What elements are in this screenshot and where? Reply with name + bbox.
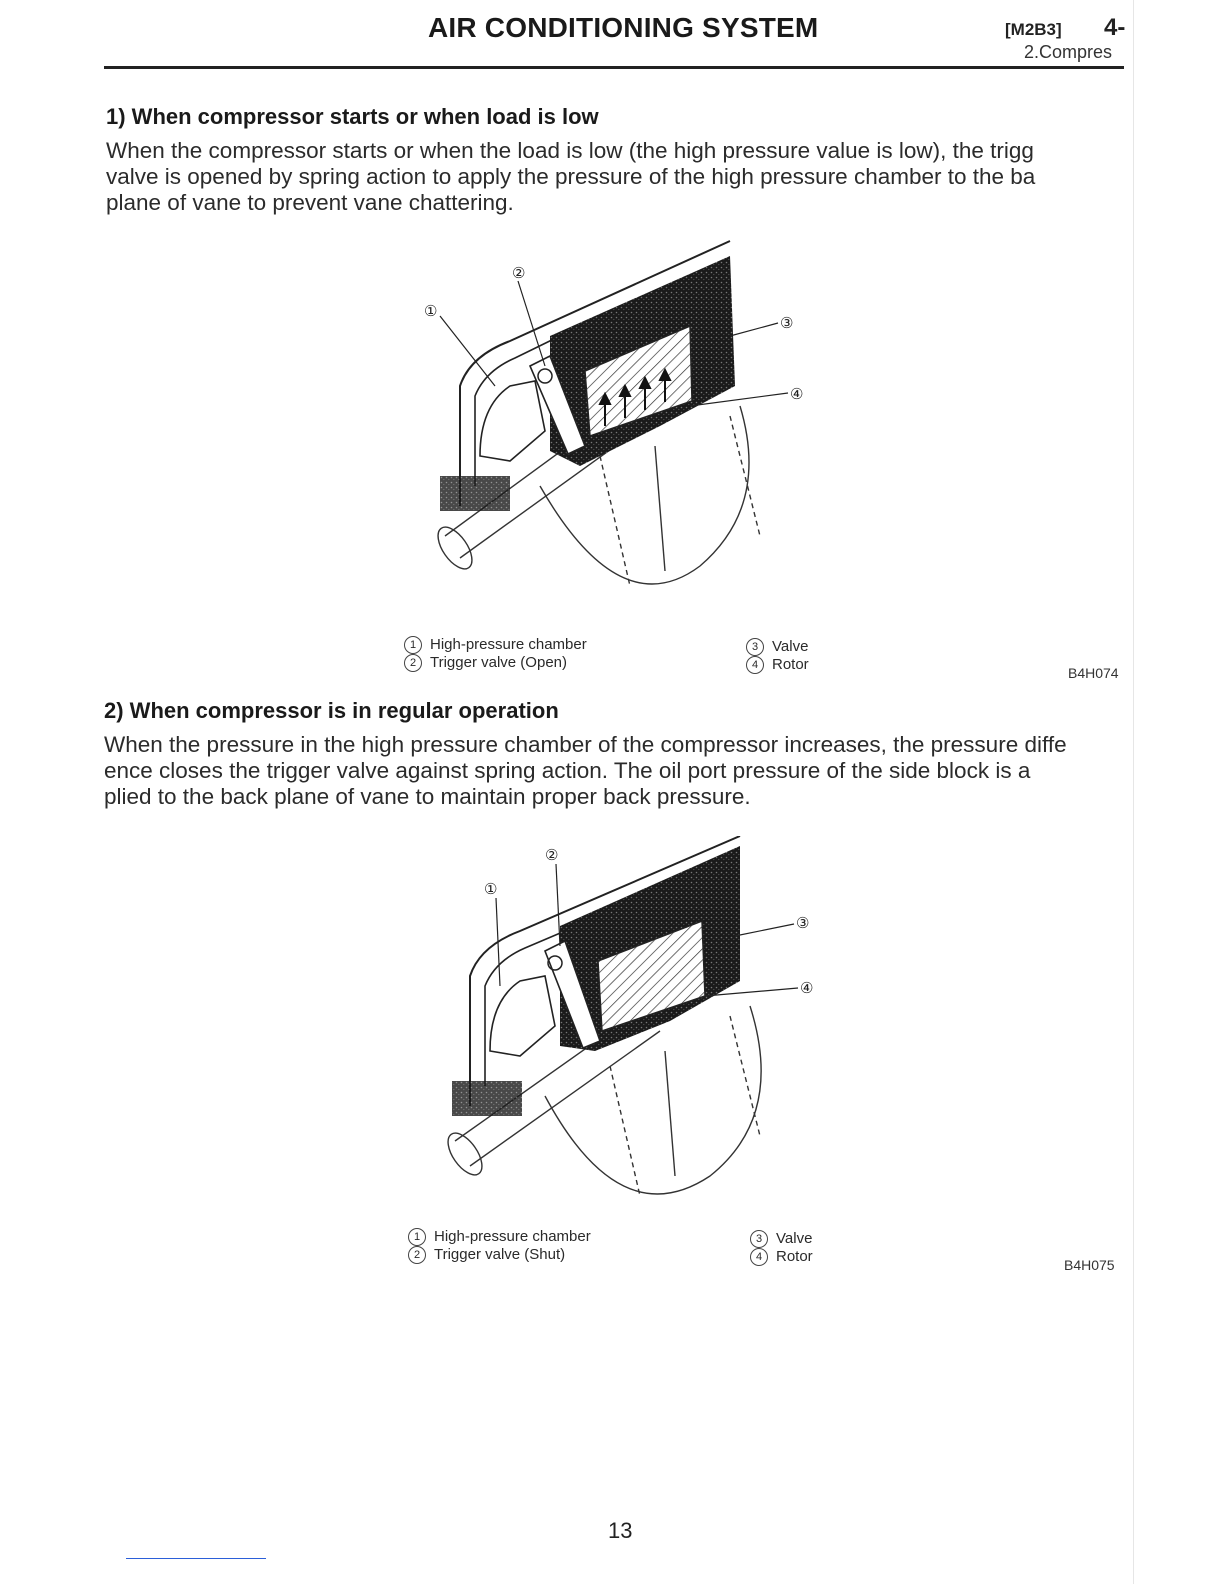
section-2-line-1: When the pressure in the high pressure chamber of the compressor increases, the pressure diffe (104, 732, 1067, 757)
callout-3: ③ (796, 915, 810, 932)
legend-1-col-1 (404, 636, 587, 672)
legend-number: 2 (404, 654, 422, 672)
callout-4: ④ (800, 980, 814, 997)
callout-1: ① (484, 881, 498, 898)
section-1-title: 1) When compressor starts or when load is low (106, 104, 599, 129)
section-2-line-2: ence closes the trigger valve against spring action. The oil port pressure of the side block is a (104, 758, 1031, 783)
legend-label: Valve (776, 1230, 813, 1247)
section-1-body (106, 138, 1035, 216)
callout-2: ② (512, 265, 526, 282)
page-number: 13 (608, 1518, 633, 1543)
page-edge (1133, 0, 1134, 1584)
legend-number: 1 (408, 1228, 426, 1246)
callout-3: ③ (780, 315, 794, 332)
callout-4: ④ (790, 386, 804, 403)
compressor-diagram-shut (430, 836, 830, 1196)
legend-item (746, 638, 809, 656)
legend-label: Trigger valve (Open) (430, 654, 567, 672)
legend-item (750, 1230, 813, 1248)
legend-number: 4 (746, 656, 764, 674)
section-2-line-3: plied to the back plane of vane to maintain proper back pressure. (104, 784, 751, 809)
legend-item (408, 1246, 591, 1264)
section-1-line-3: plane of vane to prevent vane chattering. (106, 190, 514, 215)
legend-2-col-1 (408, 1228, 591, 1264)
legend-label: Rotor (776, 1248, 813, 1266)
legend-item (746, 656, 809, 674)
legend-number: 3 (750, 1230, 768, 1248)
legend-2-col-2 (750, 1230, 813, 1266)
figure-code-2: B4H075 (1064, 1257, 1115, 1273)
legend-number: 2 (408, 1246, 426, 1264)
header-rule (104, 66, 1124, 69)
callout-1: ① (424, 303, 438, 320)
legend-item (750, 1248, 813, 1266)
page-title: AIR CONDITIONING SYSTEM (428, 12, 819, 43)
section-code: [M2B3] (1005, 20, 1062, 39)
legend-number: 3 (746, 638, 764, 656)
legend-number: 1 (404, 636, 422, 654)
section-1-line-1: When the compressor starts or when the load is low (the high pressure value is low), the trigg (106, 138, 1034, 163)
footer-rule (126, 1558, 266, 1559)
figure-code-1: B4H074 (1068, 665, 1119, 681)
section-2-body (104, 732, 1067, 810)
legend-label: Rotor (772, 656, 809, 674)
legend-label: High-pressure chamber (430, 636, 587, 653)
legend-1-col-2 (746, 638, 809, 674)
subsection-label: 2.Compres (1024, 42, 1113, 62)
legend-number: 4 (750, 1248, 768, 1266)
compressor-diagram-open (400, 236, 830, 606)
legend-label: Valve (772, 638, 809, 655)
callout-2: ② (545, 847, 559, 864)
legend-label: Trigger valve (Shut) (434, 1246, 566, 1264)
legend-item (404, 636, 587, 654)
legend-label: High-pressure chamber (434, 1228, 591, 1245)
legend-item (408, 1228, 591, 1246)
chapter-number: 4- (1104, 14, 1126, 41)
section-2-title: 2) When compressor is in regular operation (104, 698, 559, 723)
legend-item (404, 654, 587, 672)
section-1-line-2: valve is opened by spring action to apply the pressure of the high pressure chamber to the ba (106, 164, 1036, 189)
